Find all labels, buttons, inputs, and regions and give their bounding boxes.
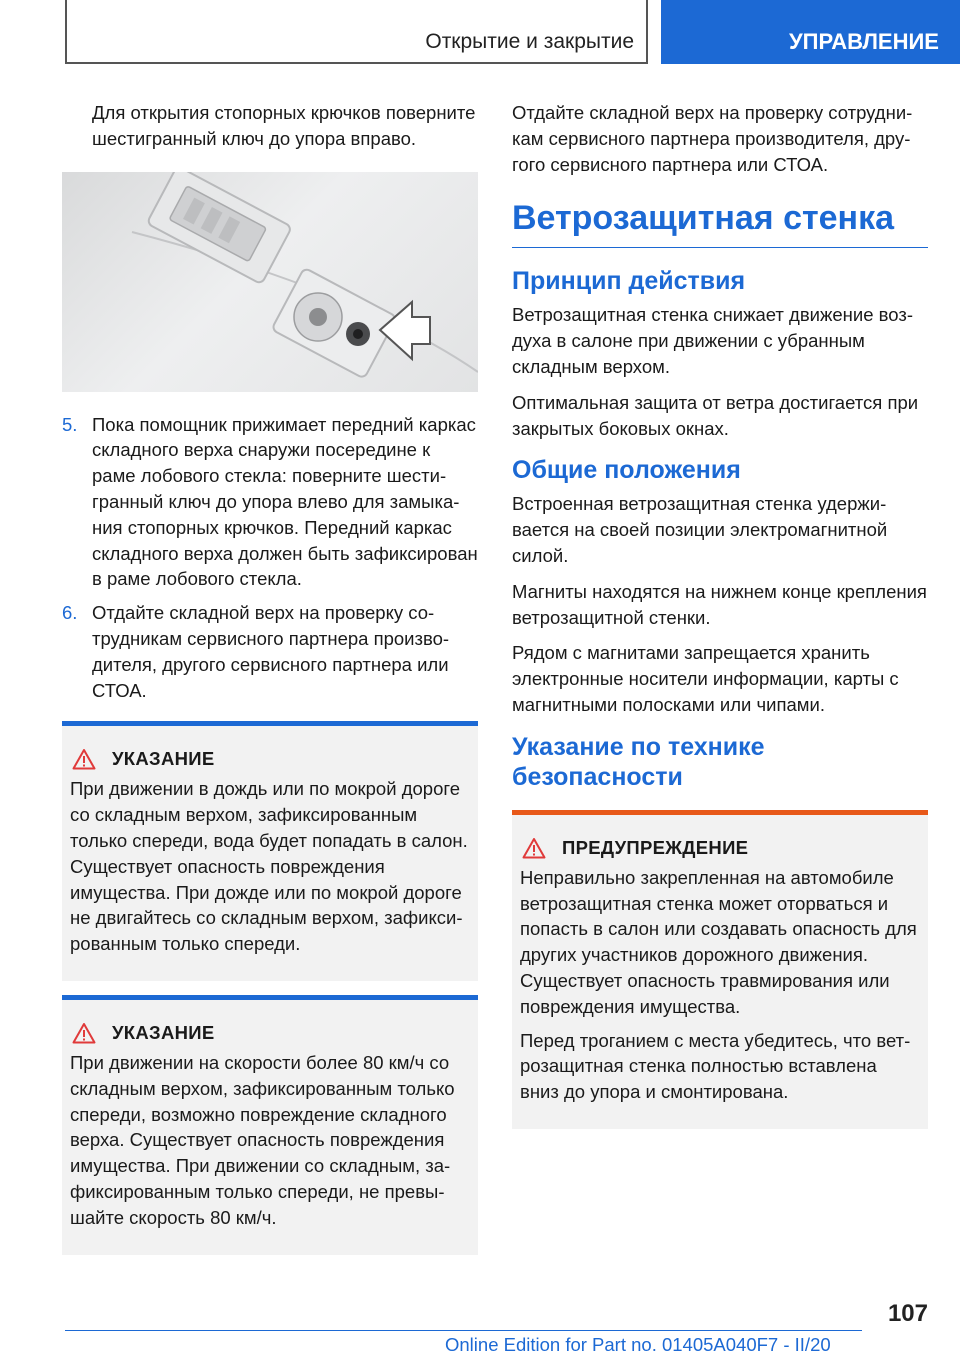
warning-header <box>520 837 918 859</box>
notice-box-speed <box>62 995 478 1255</box>
step-number: 5. <box>62 413 78 435</box>
instruction-steps <box>62 412 478 704</box>
left-column <box>62 100 478 1255</box>
header-section-title: Открытие и закрытие <box>425 30 634 53</box>
header-chapter-title: УПРАВЛЕНИЕ <box>789 29 939 54</box>
right-column <box>512 100 928 1129</box>
step-text: Отдайте складной верх на проверку сотрудникам сервисного партнера производителя, другого сервисного партнера или СТОА. <box>92 602 450 701</box>
paragraph: Встроенная ветрозащитная стенка удерживается на своей позиции электромагнитной силой. <box>512 493 888 566</box>
subheading-general: Общие положения <box>512 456 741 485</box>
warning-text: Неправильно закрепленная на автомобиле ветрозащитная стенка может оторваться и попасть в салон или создавать опасность для других участников дорожного движения. Существует опасность травмирования или повреждения имущества. <box>520 866 917 1017</box>
footer-edition-text: Online Edition for Part no. 01405A040F7 - II/20 <box>445 1334 831 1355</box>
notice-text: При движении в дождь или по мокрой дороге со складным верхом, зафиксированным только спереди, вода будет попадать в салон. Существует опасность повреждения имущества. При дожде или по мокрой дороге не двигайтесь со складным верхом, зафиксированным только спереди. <box>70 778 468 955</box>
warning-box <box>512 810 928 1129</box>
hex-key-illustration <box>62 172 478 392</box>
hex-key-photo <box>62 172 478 392</box>
left-intro-text: Для открытия стопорных крючков поверните шестигранный ключ до упора вправо. <box>92 102 476 149</box>
step-text: Пока помощник прижимает передний каркас складного верха снаружи посередине к раме лобового стекла: поверните шестигранный ключ до упора влево для замыкания стопорных крючков. Передний каркас складного верха должен быть зафиксирован в раме лобового стекла. <box>92 413 478 590</box>
warning-triangle-icon <box>72 1022 96 1044</box>
notice-header <box>70 748 468 770</box>
step-item <box>62 600 478 703</box>
notice-box-rain <box>62 721 478 981</box>
page-number: 107 <box>887 1300 928 1327</box>
subheading-principle: Принцип действия <box>512 267 746 296</box>
header-section-box <box>65 0 648 64</box>
warning-text: Перед троганием с места убедитесь, что ветрозащитная стенка полностью вставлена вниз до упора и смонтирована. <box>520 1029 911 1103</box>
section-heading-wind-deflector: Ветрозащитная стенка <box>512 199 928 248</box>
notice-title: УКАЗАНИЕ <box>112 1021 215 1043</box>
notice-title: УКАЗАНИЕ <box>112 748 215 770</box>
paragraph: Рядом с магнитами запрещается хранить электронные носители информации, карты с магнитными полосками или чипами. <box>512 642 899 715</box>
subheading-safety: Указание по технике безопасности <box>512 732 765 791</box>
warning-title: ПРЕДУПРЕЖДЕНИЕ <box>562 836 749 858</box>
right-intro-text: Отдайте складной верх на проверку сотрудникам сервисного партнера производителя, другого сервисного партнера или СТОА. <box>512 102 913 175</box>
paragraph: Оптимальная защита от ветра достигается при закрытых боковых окнах. <box>512 391 919 439</box>
step-item <box>62 412 478 593</box>
paragraph: Магниты находятся на нижнем конце крепления ветрозащитной стенки. <box>512 580 927 628</box>
paragraph: Ветрозащитная стенка снижает движение воздуха в салоне при движении с убранным складным верхом. <box>512 304 913 377</box>
warning-triangle-icon <box>522 837 546 859</box>
warning-triangle-icon <box>72 748 96 770</box>
notice-text: При движении на скорости более 80 км/ч со складным верхом, зафиксированным только спереди, возможно повреждение складного верха. Существует опасность повреждения имущества. При движении со складным, зафиксированным только спереди, не превышайте скорость 80 км/ч. <box>70 1051 455 1228</box>
notice-header <box>70 1022 468 1044</box>
footer-divider <box>65 1330 862 1331</box>
header-chapter-box <box>661 0 960 64</box>
step-number: 6. <box>62 602 78 624</box>
